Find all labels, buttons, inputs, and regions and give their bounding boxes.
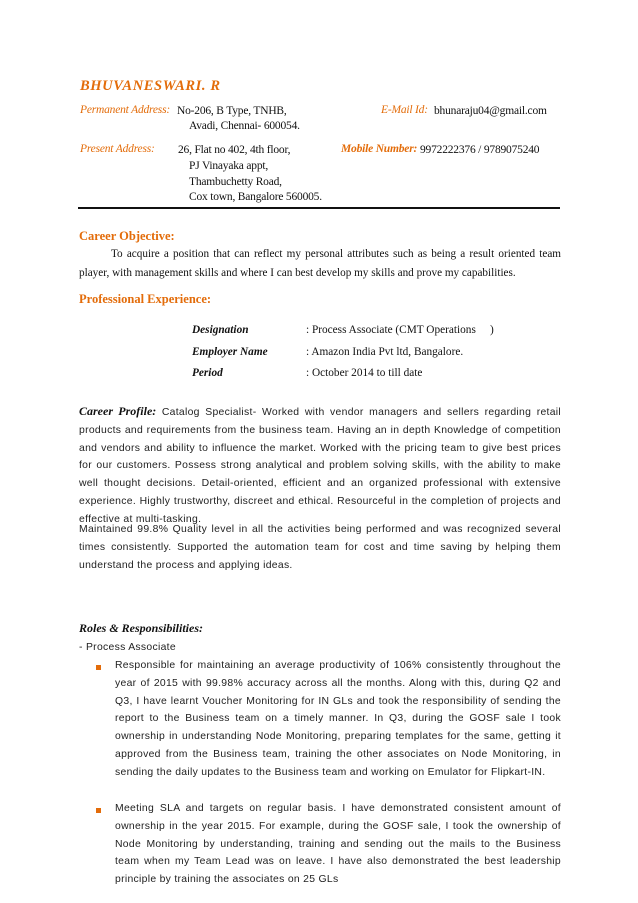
- present-address-line-1: 26, Flat no 402, 4th floor,: [178, 144, 291, 156]
- career-profile-text: Catalog Specialist- Worked with vendor managers and sellers regarding retail products and requirements from the business team. Having an in depth Knowledge of competition and vendors and ability to influence the market. Worked with the pricing team to give best prices for our customers. Possess strong analytical and problem solving skills, with the ability to make well thought decisions. Detail-oriented, efficient and an organized professional with extensive experience. Highly trustworthy, discreet and ethical. Resourceful in the completion of projects and effective at multi-tasking.: [79, 407, 562, 525]
- email-value[interactable]: bhunaraju04@gmail.com: [434, 105, 547, 117]
- roles-bullet-1: Responsible for maintaining an average productivity of 106% consistently throughout the year of 2015 with 99.98% accuracy across all the months. Along with this, during Q2 and Q3, I have learnt Voucher Monitoring for IN GLs and took the responsibility of sending the report to the Business team on a timely manner. In Q3, during the GOSF sale I took ownership in understanding Node Monitoring, preparing templates for the same, getting it approved from the Business team, training the other associates on Node Monitoring, in sending the daily updates to the Business team and working on Emulator for Flipkart-IN.: [115, 660, 561, 778]
- designation-value: : Process Associate (CMT Operations ): [306, 324, 494, 336]
- mobile-label: Mobile Number:: [341, 143, 418, 155]
- employer-label: Employer Name: [192, 346, 268, 358]
- permanent-address-line-1: No-206, B Type, TNHB,: [177, 105, 287, 117]
- header-divider: [78, 207, 560, 209]
- period-value: : October 2014 to till date: [306, 367, 423, 379]
- present-address-line-3: Thambuchetty Road,: [189, 176, 282, 188]
- career-objective-text: To acquire a position that can reflect my personal attributes such as being a result oriented team player, with management skills and where I can best develop my skills and prove my capabilities.: [79, 248, 561, 279]
- career-profile-achievements: Maintained 99.8% Quality level in all the activities being performed and was recognized several times consistently. Supported the automation team for cost and time saving by helping them understand the process and applying ideas.: [79, 524, 561, 571]
- career-profile-heading: Career Profile:: [79, 404, 157, 418]
- mobile-value: 9972222376 / 9789075240: [420, 144, 540, 156]
- permanent-address-label: Permanent Address:: [80, 104, 170, 116]
- period-label: Period: [192, 367, 223, 379]
- candidate-name: BHUVANESWARI. R: [80, 78, 221, 94]
- present-address-line-2: PJ Vinayaka appt,: [189, 160, 269, 172]
- experience-row-period: [192, 367, 223, 379]
- roles-bullet-2: Meeting SLA and targets on regular basis. I have demonstrated consistent amount of ownership in the year 2015. For example, during the GOSF sale, I took the ownership of Node Monitoring by understanding, training and sending out the mails to the Business team when my Team Lead was on leave. I have also demonstrated the best leadership principle by training the associates on 25 GLs: [115, 803, 561, 886]
- designation-label: Designation: [192, 324, 249, 336]
- email-label: E-Mail Id:: [381, 104, 428, 116]
- bullet-marker-1: [96, 665, 101, 670]
- roles-subheading: - Process Associate: [79, 642, 176, 653]
- bullet-marker-2: [96, 808, 101, 813]
- career-objective-heading: Career Objective:: [79, 229, 175, 243]
- permanent-address-line-2: Avadi, Chennai- 600054.: [189, 120, 300, 132]
- experience-row-employer: [192, 346, 268, 358]
- present-address-label: Present Address:: [80, 143, 155, 155]
- employer-value: : Amazon India Pvt ltd, Bangalore.: [306, 346, 464, 358]
- present-address-line-4: Cox town, Bangalore 560005.: [189, 191, 322, 203]
- roles-heading: Roles & Responsibilities:: [79, 621, 204, 635]
- experience-row-designation: [192, 324, 249, 336]
- professional-experience-heading: Professional Experience:: [79, 292, 212, 306]
- career-profile-paragraph: [79, 403, 561, 529]
